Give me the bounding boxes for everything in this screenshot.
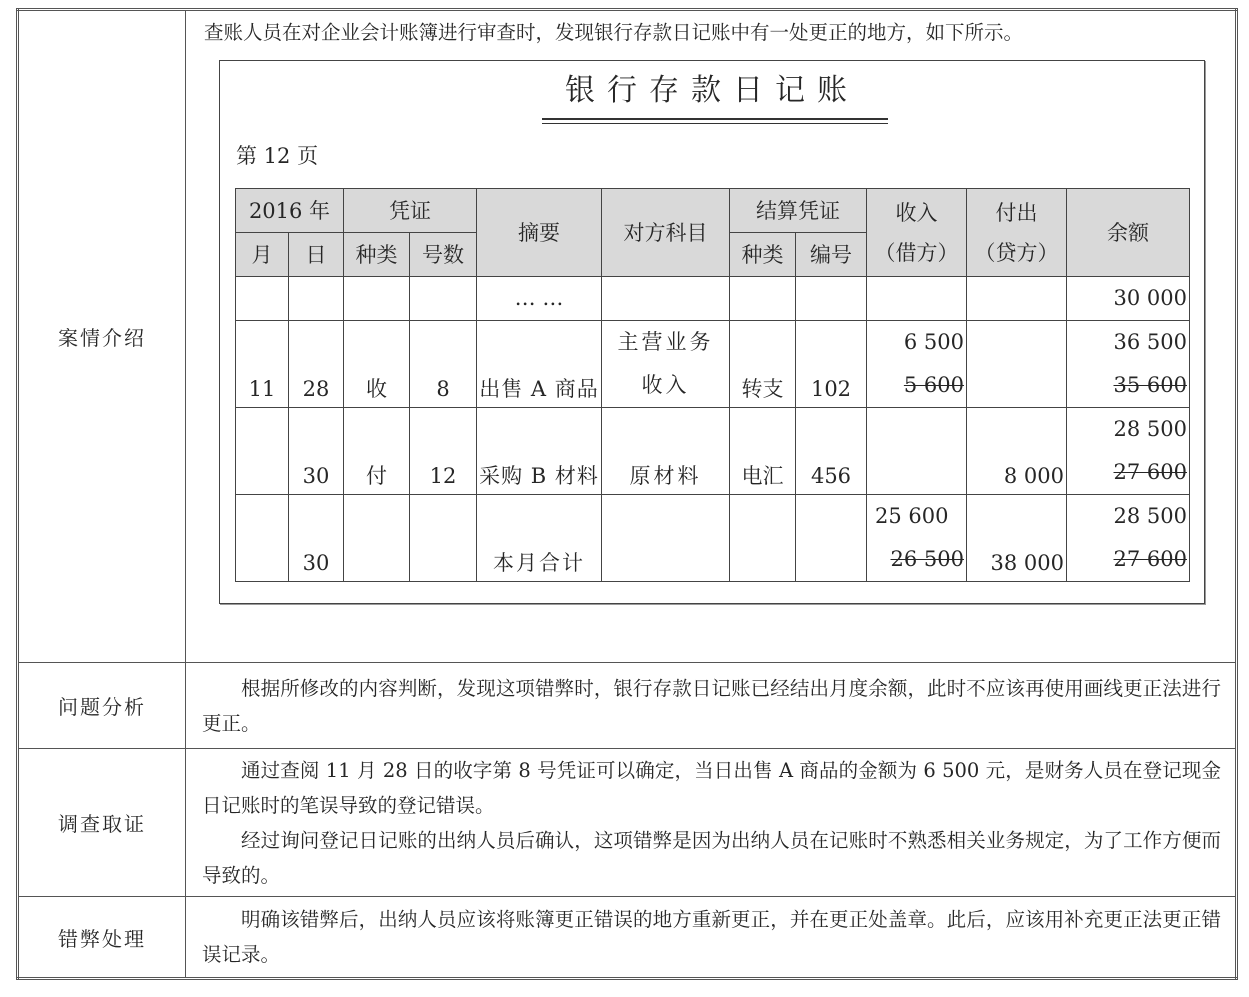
evidence-paragraph-1: 通过查阅 11 月 28 日的收字第 8 号凭证可以确定，当日出售 A 商品的金额为 6 500 元，是财务人员在登记现金日记账时的笔误导致的登记错误。 xyxy=(202,758,1221,817)
content-case-intro xyxy=(186,10,1237,663)
cell-settlement-type: 电汇 xyxy=(730,408,796,495)
balance-corrected: 28 500 xyxy=(1113,417,1187,441)
cell-income xyxy=(867,321,967,408)
income-corrected: 25 600 xyxy=(875,504,949,528)
cell-day: 30 xyxy=(289,495,344,582)
ledger-page-number: 第 12 页 xyxy=(236,144,319,168)
row-case-intro xyxy=(18,10,1237,663)
header-year: 2016 年 xyxy=(236,189,344,233)
cell-voucher-number: 12 xyxy=(410,408,477,495)
income-struck: 26 500 xyxy=(890,547,964,571)
balance-corrected: 36 500 xyxy=(1113,330,1187,354)
row-problem-analysis xyxy=(18,663,1237,749)
header-month: 月 xyxy=(236,233,289,277)
balance-struck: 27 600 xyxy=(1113,460,1187,484)
cell-settlement-number: 102 xyxy=(796,321,867,408)
cell-balance xyxy=(1067,408,1190,495)
ledger-row-opening xyxy=(236,277,1190,321)
header-settlement-type: 种类 xyxy=(730,233,796,277)
cell-balance xyxy=(1067,321,1190,408)
header-payment-line1: 付出 xyxy=(995,200,1038,225)
label-investigation: 调查取证 xyxy=(18,749,186,897)
header-voucher: 凭证 xyxy=(344,189,477,233)
balance-struck: 35 600 xyxy=(1113,373,1187,397)
cell-summary: … … xyxy=(477,277,602,321)
header-income xyxy=(867,189,967,277)
content-problem-analysis xyxy=(186,663,1237,749)
handling-text: 明确该错弊后，出纳人员应该将账簿更正错误的地方重新更正，并在更正处盖章。此后，应该用补充更正法更正错误记录。 xyxy=(202,908,1221,966)
cell-summary: 本月合计 xyxy=(477,495,602,582)
row-investigation xyxy=(18,749,1237,897)
counter-line1: 主营业务 xyxy=(617,330,714,354)
header-settlement: 结算凭证 xyxy=(730,189,867,233)
header-income-line1: 收入 xyxy=(895,200,938,225)
balance-corrected: 28 500 xyxy=(1113,504,1187,528)
row-error-handling xyxy=(18,897,1237,979)
header-payment-line2: （贷方） xyxy=(974,240,1059,265)
header-voucher-number: 号数 xyxy=(410,233,477,277)
counter-line2: 收入 xyxy=(641,373,690,397)
case-table xyxy=(16,8,1238,980)
header-summary: 摘要 xyxy=(477,189,602,277)
header-counter-account: 对方科目 xyxy=(602,189,730,277)
ledger-title: 银行存款日记账 xyxy=(565,73,859,108)
cell-voucher-number: 8 xyxy=(410,321,477,408)
label-case-intro: 案情介绍 xyxy=(18,10,186,663)
cell-month: 11 xyxy=(236,321,289,408)
label-problem-analysis: 问题分析 xyxy=(18,663,186,749)
ledger-figure xyxy=(219,60,1205,604)
cell-voucher-type: 收 xyxy=(344,321,410,408)
header-payment xyxy=(967,189,1067,277)
content-error-handling xyxy=(186,897,1237,979)
cell-counter-account xyxy=(602,321,730,408)
income-struck: 5 600 xyxy=(903,373,964,397)
label-error-handling: 错弊处理 xyxy=(18,897,186,979)
header-day: 日 xyxy=(289,233,344,277)
cell-settlement-number: 456 xyxy=(796,408,867,495)
cell-balance xyxy=(1067,495,1190,582)
header-row-1 xyxy=(236,189,1190,233)
title-underline xyxy=(542,118,888,120)
cell-summary: 出售 A 商品 xyxy=(477,321,602,408)
title-underline-thin xyxy=(542,123,888,124)
ledger-table xyxy=(235,188,1190,582)
cell-balance: 30 000 xyxy=(1067,277,1190,321)
cell-day: 28 xyxy=(289,321,344,408)
income-corrected: 6 500 xyxy=(903,330,964,354)
header-voucher-type: 种类 xyxy=(344,233,410,277)
ledger-row-purchase xyxy=(236,408,1190,495)
balance-struck: 27 600 xyxy=(1113,547,1187,571)
cell-voucher-type: 付 xyxy=(344,408,410,495)
cell-payment: 38 000 xyxy=(967,495,1067,582)
ledger-row-sale xyxy=(236,321,1190,408)
cell-settlement-type: 转支 xyxy=(730,321,796,408)
cell-day: 30 xyxy=(289,408,344,495)
analysis-text: 根据所修改的内容判断，发现这项错弊时，银行存款日记账已经结出月度余额，此时不应该再使用画线更正法进行更正。 xyxy=(202,676,1221,735)
cell-counter-account: 原材料 xyxy=(602,408,730,495)
header-income-line2: （借方） xyxy=(874,240,959,265)
header-settlement-number: 编号 xyxy=(796,233,867,277)
intro-text: 查账人员在对企业会计账簿进行审查时，发现银行存款日记账中有一处更正的地方，如下所示。 xyxy=(204,21,1024,44)
content-investigation xyxy=(186,749,1237,897)
cell-summary: 采购 B 材料 xyxy=(477,408,602,495)
cell-income xyxy=(867,495,967,582)
evidence-paragraph-2: 经过询问登记日记账的出纳人员后确认，这项错弊是因为出纳人员在记账时不熟悉相关业务规定，为了工作方便而导致的。 xyxy=(202,828,1221,887)
header-balance: 余额 xyxy=(1067,189,1190,277)
cell-payment: 8 000 xyxy=(967,408,1067,495)
ledger-row-month-total xyxy=(236,495,1190,582)
